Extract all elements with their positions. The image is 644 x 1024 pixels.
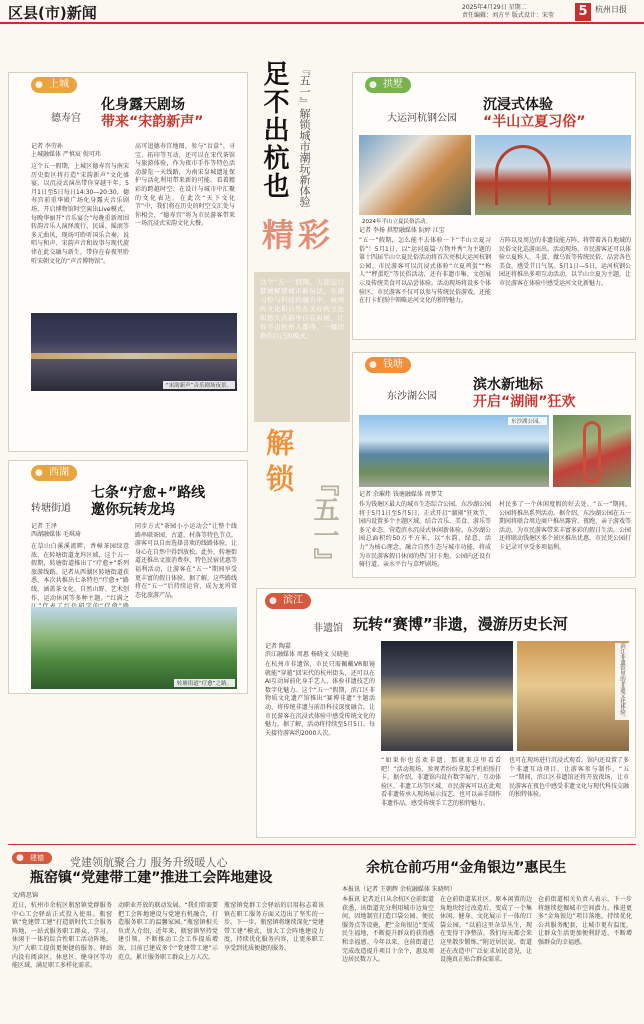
district-tag: ● 钱塘 bbox=[365, 357, 411, 373]
lake-park-photo bbox=[359, 415, 549, 487]
place-name: 大运河杭钢公园 bbox=[387, 113, 457, 124]
article-body: 在仓前街道某社区，原本闲置的边角地块经过改造后，变成了一个集休闲、健身、文化展示于一体的口袋公园。“以前这里杂草丛生，现在变得干净整洁，我们每天都会来这里散步锻炼。”附近居民说。街道还在改造中广泛征求居民意见，让设施真正贴合群众需求。 bbox=[440, 896, 532, 964]
article-body: 本报讯 记者近日从余杭区仓前街道获悉，该街道充分利用城市边角空间，因地制宜打造口袋公园、便民服务点等设施，把“金角银边”变成民生福地，不断提升群众的获得感和幸福感。今年以来，仓前街道已完成改造提升项目十余个，惠及周边居民数万人。 bbox=[342, 896, 434, 964]
byline: 记者 陶嘉 滨江融媒体 周惠 杨晓文 吴晓艳 bbox=[265, 643, 349, 658]
article-pingyao bbox=[8, 852, 330, 1022]
newspaper-logo: 杭州日报 bbox=[595, 5, 627, 14]
article-body: 高可追德寿宫地图，参与“盲盒”、寻宝、拓印等互动，还可以在宋代茶馆与旅游体验，作为夜市手作等特色活动游览一天线路，为南宋皇城遗址保护与活化利用带来新的可能。看着精彩的跨越时空、在设计与城市中汇聚的文化表达。在此次“天下文化节”中，我们将在历史的时空交汇处与你相会，“德寿宫”将为市民游客带来一场沉浸式宋韵文化大餐。 bbox=[135, 143, 235, 228]
article-binjiang bbox=[256, 588, 636, 838]
section-divider bbox=[8, 844, 636, 845]
headline: 余杭仓前巧用“金角银边”惠民生 bbox=[366, 860, 567, 876]
headline: 瓶窑镇“党建带工建”推进工会阵地建设 bbox=[30, 870, 273, 886]
festival-photo bbox=[475, 135, 631, 215]
headline: 滨水新地标 开启“湖闹”狂欢 bbox=[473, 377, 576, 410]
running-track-photo bbox=[553, 415, 631, 487]
jiesuo-block bbox=[258, 428, 298, 608]
article-xihu bbox=[8, 460, 248, 694]
light-trail bbox=[31, 353, 237, 359]
red-track bbox=[583, 421, 601, 483]
wuyi-text: 『五一』 bbox=[309, 470, 339, 574]
masthead bbox=[0, 0, 644, 24]
byline: 记者 李扬 拱墅融媒体 阮婷 江宝 bbox=[359, 227, 445, 234]
visitors-photo bbox=[517, 641, 629, 751]
article-body: 在草山白溪溪流畔，香樟茶园绿意浓，在转塘街道龙坞区域，这个五一假期，转塘街道推出了“疗愈+”系列旅游线路。记者从西湖区转塘街道获悉，本次共推出七条特色“疗愈+”路线，涵盖茶文化、自然山野、艺术创作、运动休闲等多种主题。“红满之 bbox=[31, 543, 129, 602]
article-body: 也可在现场进行沉浸式观看。馆内还设置了多个非遗互动项目，让游客参与制作，“五一”期间，滨江区非遗馆还将开放夜场，让市民游客在夜色中感受非遗文化与现代科技交融的独特体验。 bbox=[509, 757, 630, 799]
photo-caption: “宋韵新声”音乐剧场夜景。 bbox=[163, 381, 235, 389]
article-body: 仓前街道相关负责人表示，下一步将继续挖掘城市空间潜力，推进更多“金角银边”项目落地，持续优化公共服务配套，让城市更有温度，让群众生活更加便利舒适，不断增强群众的幸福感。 bbox=[538, 896, 632, 946]
photo-caption: 2024年半山立夏民俗活动。 bbox=[362, 219, 431, 225]
landscape-photo bbox=[31, 607, 237, 689]
kicker: 党建领航聚合力 服务升级暖人心 bbox=[70, 856, 228, 869]
district-tag: ● 拱墅 bbox=[365, 77, 411, 93]
kids-photo bbox=[359, 135, 471, 215]
jingcai-text: 精彩 bbox=[262, 216, 335, 254]
article-qiantang bbox=[352, 352, 636, 578]
byline: 记者 王泽 西湖融媒体 毛琪琦 bbox=[31, 523, 81, 538]
subtitle: 『五一』解锁城市潮玩新体验 bbox=[298, 64, 311, 207]
article-body: 近日，杭州市余杭区瓶窑镇党群服务中心工会驿站正式投入使用。瓶窑镇“党建带工建”打造新时代工会服务阵地，一站式服务职工群众，学习、休闲于一体的综合性职工活动阵地，为广大职工提供更便捷的服务。驿站内设有阅读区、休息区、健身区等功能区域，满足职工多样化需求。 bbox=[12, 902, 112, 970]
byline: 记者 李劳孙 上城融媒体 严慎宸 倪可玮 bbox=[31, 143, 101, 158]
article-gongshu bbox=[352, 72, 636, 340]
headline: 化身露天剧场 带来“宋韵新声” bbox=[101, 97, 204, 130]
district-tag: ● 上城 bbox=[31, 77, 77, 93]
article-body: 在杭州市非遗馆，市民只需佩戴VR眼镜就能“穿越”回宋代的杭州街头，还可以在AI互动屏前化身手艺人，体验非遗技艺的数字化魅力。这个“五一”假期，滨江区非物质文化遗产馆推出“赛博非遗”主题活动，将传统非遗与前沿科技深度融合，让市民游客在沉浸式体验中感受传统文化的魅力。据了解，活动将持续至5月5日，每天接待游客约2000人次。 bbox=[265, 661, 375, 737]
jiesuo-text: 解锁 bbox=[262, 428, 295, 500]
intro-text: 这个“五一”假期，天涯运行都城解锁城市新玩法，在潮习份与科技的融合中，杭州的文化和自然在美好的文化和悠久古韵中自在纵横，让你不出杭州人都得，一键切换你自己的模式。 bbox=[260, 278, 344, 340]
article-body: 方阵以及周边的非遗技能方阵，将带着各自地域的民俗文化巡游而出。活动现场，市民游客还可以体验立夏称人、斗蛋、做乌饭等传统民俗，品尝各色美食，感受节日气氛。5月1日—5日，运河杭钢公园还将推出多项互动活动，以半山立夏为主题，让市民游客在体验中感受运河文化新魅力。 bbox=[499, 237, 632, 287]
district-tag: ● 滨江 bbox=[265, 593, 311, 609]
place-name: 东沙湖公园 bbox=[387, 391, 437, 402]
article-body: “五一”假期，怎么能不去体验一下“半山立夏习俗”！5月1日，以“运河夏篇·万物并秀”为主题的第十四届半山立夏民俗活动将首次亮相大运河杭钢公园。市民游客可以沉浸式体验“立夏鸡蛋”“称人”“秤蛋吃”等民俗活动，还有非遗市集、文创展示及传统美食可以品尝体验。活动现场将设多个体验区，市民游客不仅可以参与传统民俗游戏，还能在打卡拍照中领略运河文化的独特魅力。 bbox=[359, 237, 492, 305]
byline: 记者 余璀炜 钱塘融媒体 周梦艾 bbox=[359, 491, 443, 498]
photo-caption: 滨江非遗馆里的非遗文化体验。 bbox=[615, 643, 629, 720]
jingcai-block bbox=[258, 210, 348, 270]
headline: 七条“疗愈+”路线 邀你玩转龙坞 bbox=[91, 485, 206, 518]
photo-caption: 转塘街道“疗愈”之路。 bbox=[174, 679, 235, 687]
page-number: 5 bbox=[575, 3, 591, 21]
byline: 本报讯（记者 王朝辉 余杭融媒体 朱晓明） bbox=[342, 886, 456, 893]
article-body: 村民多了一个休闲度假的好去处。“五一”期间，公园将推出系列活动。据介绍，东沙湖公园在五一期间将联合周边商户推出露营、夜跑、亲子游戏等活动，为市民游客带来丰富多彩的假日生活。公园还将联动钱塘区多个景区推出优惠，市民凭公园打卡记录可享受多项福利。 bbox=[499, 501, 632, 551]
place-name: 非遗馆 bbox=[313, 623, 343, 634]
main-title: 足不出杭也 bbox=[259, 60, 289, 200]
article-body: 这个五一假期，上城区德寿宫与南宋历史街区将打造“宋韵新声”文化盛宴，以沉浸式演出带你穿越千年。5月1日至5日每日14:30—20:30，德寿宫前重华殿广场化身露天音乐剧场，开启博物馆时空演出Live模式。每晚华丽开“音乐宴会”每晚重新周围转韵音乐人演绎流行、民谣、摇滚等多元曲风，现场可聆听国乐合奏，说唱与和声、宋韵声音和故事与现代旋律在此交融与新生，带你在春夜里聆听宋朝文化的“声音博物馆”。 bbox=[31, 163, 129, 265]
section-title: 区县(市)新闻 bbox=[8, 4, 97, 22]
article-body: “如果你也喜欢非遗，那就来这里看看吧！”活动现场，参观者纷纷拿起手机拍照打卡。据介绍，非遗馆内设有数字展厅、互动体验区、非遗工坊等区域，市民游客可以在此观看非遗传承人现场展示技艺，也可以亲手制作非遗作品，感受传统手工艺的独特魅力。 bbox=[381, 757, 502, 807]
intro-box bbox=[254, 272, 350, 422]
photo-label: 东沙湖公园。 bbox=[508, 417, 547, 425]
article-body: 动职业开放的联动发展。“我们常需要把工会阵地建设与党建有机融合，打造服务职工的温馨家园。”瓶窑镇相关负责人介绍，近年来，瓶窑镇坚持党建引领，不断推动工会工作提质增效，目前已建成多个“党建带工建”示范点，累计服务职工群众上万人次。 bbox=[118, 902, 218, 961]
place-name: 转塘街道 bbox=[31, 503, 71, 514]
article-cangqian bbox=[338, 852, 636, 1022]
article-body: 瓶窑镇党群工会驿站的启用标志着该镇在职工服务方面又迈出了坚实的一步。下一步，瓶窑镇将继续深化“党建带工建”模式，加大工会阵地建设力度，持续优化服务内容，让更多职工享受到优质便捷的服务。 bbox=[224, 902, 324, 952]
article-shangcheng bbox=[8, 72, 248, 452]
article-body: 同步方式“茶园小小运动会”让整个线路串联茶园、古道、村落等特色节点，游客可以自由选择喜欢的线路体验，让身心在自然中得到放松。此外，转塘街道还推出文旅消费券、特色民宿优惠等福利活动，让游客在“五一”期间享受更丰富的假日体验。据了解，这些路线将在“五一”后持续运营，成为龙坞常态化旅游产品。 bbox=[135, 523, 238, 599]
headline: 沉浸式体验 “半山立夏习俗” bbox=[483, 97, 586, 130]
article-body: 作为钱塘区最大的城市生态综合公园，东沙湖公园将于5月1日至5月5日，正式开启“湖闹”狂欢节，园内设置多个主题区域，结合音乐、美食、游乐等多元业态，营造滨水沉浸式休闲新体验。东沙湖公园总面积约50万平方米，以“水韵、绿意、活力”为核心理念，融合自然生态与城市功能，将成为市民游客假日休闲的热门打卡地。公园内还设有骑行道、亲水平台与草坪剧场。 bbox=[359, 501, 492, 569]
night-city-photo bbox=[31, 313, 237, 391]
red-scaffold bbox=[495, 145, 551, 205]
exhibition-photo bbox=[381, 641, 513, 751]
district-tag: ● 建德 bbox=[12, 852, 52, 864]
byline: 文/蒋思锦 bbox=[12, 892, 39, 899]
place-name: 德寿宫 bbox=[51, 113, 81, 124]
date-line: 2025年4月29日 星期二 责任编辑：刘方平 版式设计：宋莹 bbox=[462, 4, 554, 19]
district-tag: ● 西湖 bbox=[31, 465, 77, 481]
headline: 玩转“赛博”非遗，漫游历史长河 bbox=[353, 615, 568, 633]
